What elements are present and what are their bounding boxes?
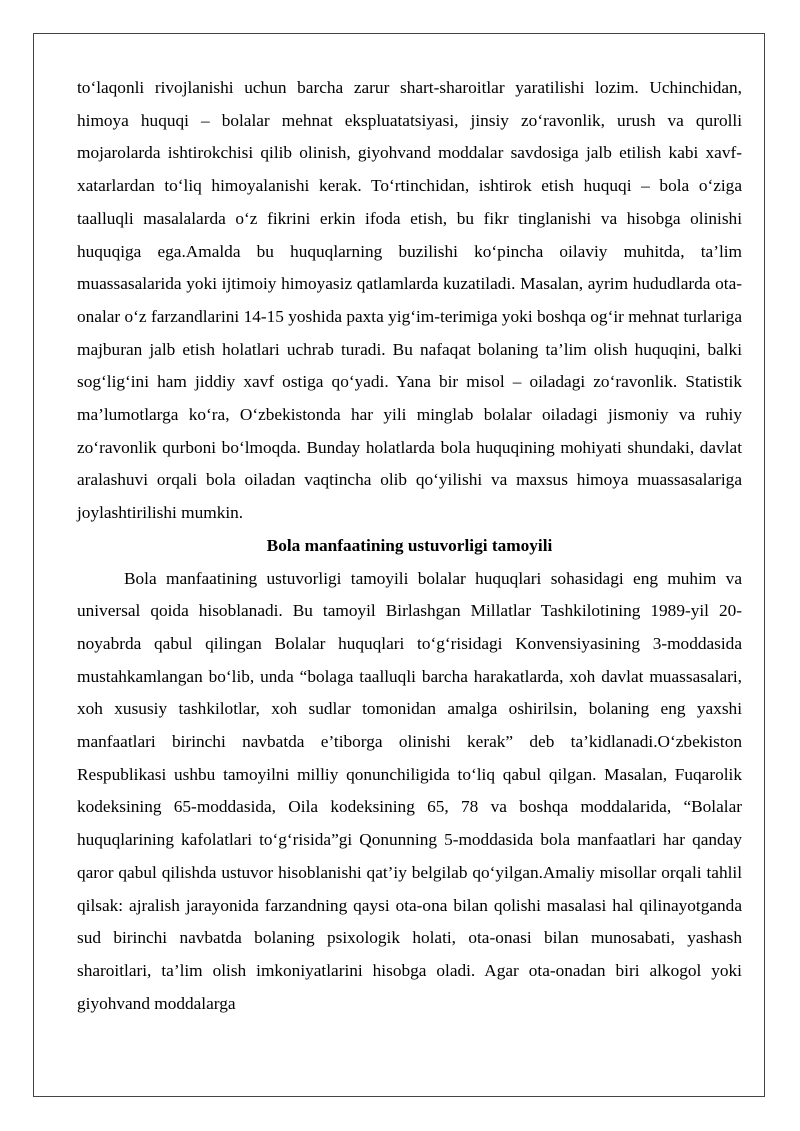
document-body (77, 72, 742, 1020)
paragraph-2: Bola manfaatining ustuvorligi tamoyili bolalar huquqlari sohasidagi eng muhim va universal qoida hisoblanadi. Bu tamoyil Birlashgan Millatlar Tashkilotining 1989-yil 20-noyabrda qabul qilingan Bolalar huquqlari to‘g‘risidagi Konvensiyasining 3-moddasida mustahkamlangan bo‘lib, unda “bolaga taalluqli barcha harakatlarda, xoh davlat muassasalari, xoh xususiy tashkilotlar, xoh sudlar tomonidan amalga oshirilsin, bolaning eng yaxshi manfaatlari birinchi navbatda e’tiborga olinishi kerak” deb ta’kidlanadi.O‘zbekiston Respublikasi ushbu tamoyilni milliy qonunchiligida to‘liq qabul qilgan. Masalan, Fuqarolik kodeksining 65-moddasida, Oila kodeksining 65, 78 va boshqa moddalarida, “Bolalar huquqlarining kafolatlari to‘g‘risida”gi Qonunning 5-moddasida bola manfaatlari har qanday qaror qabul qilishda ustuvor hisoblanishi qat’iy belgilab qo‘yilgan.Amaliy misollar orqali tahlil qilsak: ajralish jarayonida farzandning qaysi ota-ona bilan qolishi masalasi hal qilinayotganda sud birinchi navbatda bolaning psixologik holati, ota-onasi bilan munosabati, yashash sharoitlari, ta’lim olish imkoniyatlarini hisobga oladi. Agar ota-onadan biri alkogol yoki giyohvand moddalarga (77, 568, 742, 1013)
paragraph-1: to‘laqonli rivojlanishi uchun barcha zarur shart-sharoitlar yaratilishi lozim. Uchinchidan, himoya huquqi – bolalar mehnat ekspluatatsiyasi, jinsiy zo‘ravonlik, urush va qurolli mojarolarda ishtirokchisi qilib olinish, giyohvand moddalar savdosiga jalb etilish kabi xavf-xatarlardan to‘liq himoyalanishi kerak. To‘rtinchidan, ishtirok etish huquqi – bola o‘ziga taalluqli masalalarda o‘z fikrini erkin ifoda etish, bu fikr tinglanishi va hisobga olinishi huquqiga ega.Amalda bu huquqlarning buzilishi ko‘pincha oilaviy muhitda, ta’lim muassasalarida yoki ijtimoiy himoyasiz qatlamlarda kuzatiladi. Masalan, ayrim hududlarda ota-onalar o‘z farzandlarini 14-15 yoshida paxta yig‘im-terimiga yoki boshqa og‘ir mehnat turlariga majburan jalb etish holatlari uchrab turadi. Bu nafaqat bolaning ta’lim olish huquqini, balki sog‘lig‘ini ham jiddiy xavf ostiga qo‘yadi. Yana bir misol – oiladagi zo‘ravonlik. Statistik ma’lumotlarga ko‘ra, O‘zbekistonda har yili minglab bolalar oiladagi jismoniy va ruhiy zo‘ravonlik qurboni bo‘lmoqda. Bunday holatlarda bola huquqining mohiyati shundaki, davlat aralashuvi orqali bola oiladan vaqtincha olib qo‘yilishi va maxsus himoya muassasalariga joylashtirilishi mumkin. (77, 78, 742, 523)
section-heading: Bola manfaatining ustuvorligi tamoyili (266, 535, 553, 555)
